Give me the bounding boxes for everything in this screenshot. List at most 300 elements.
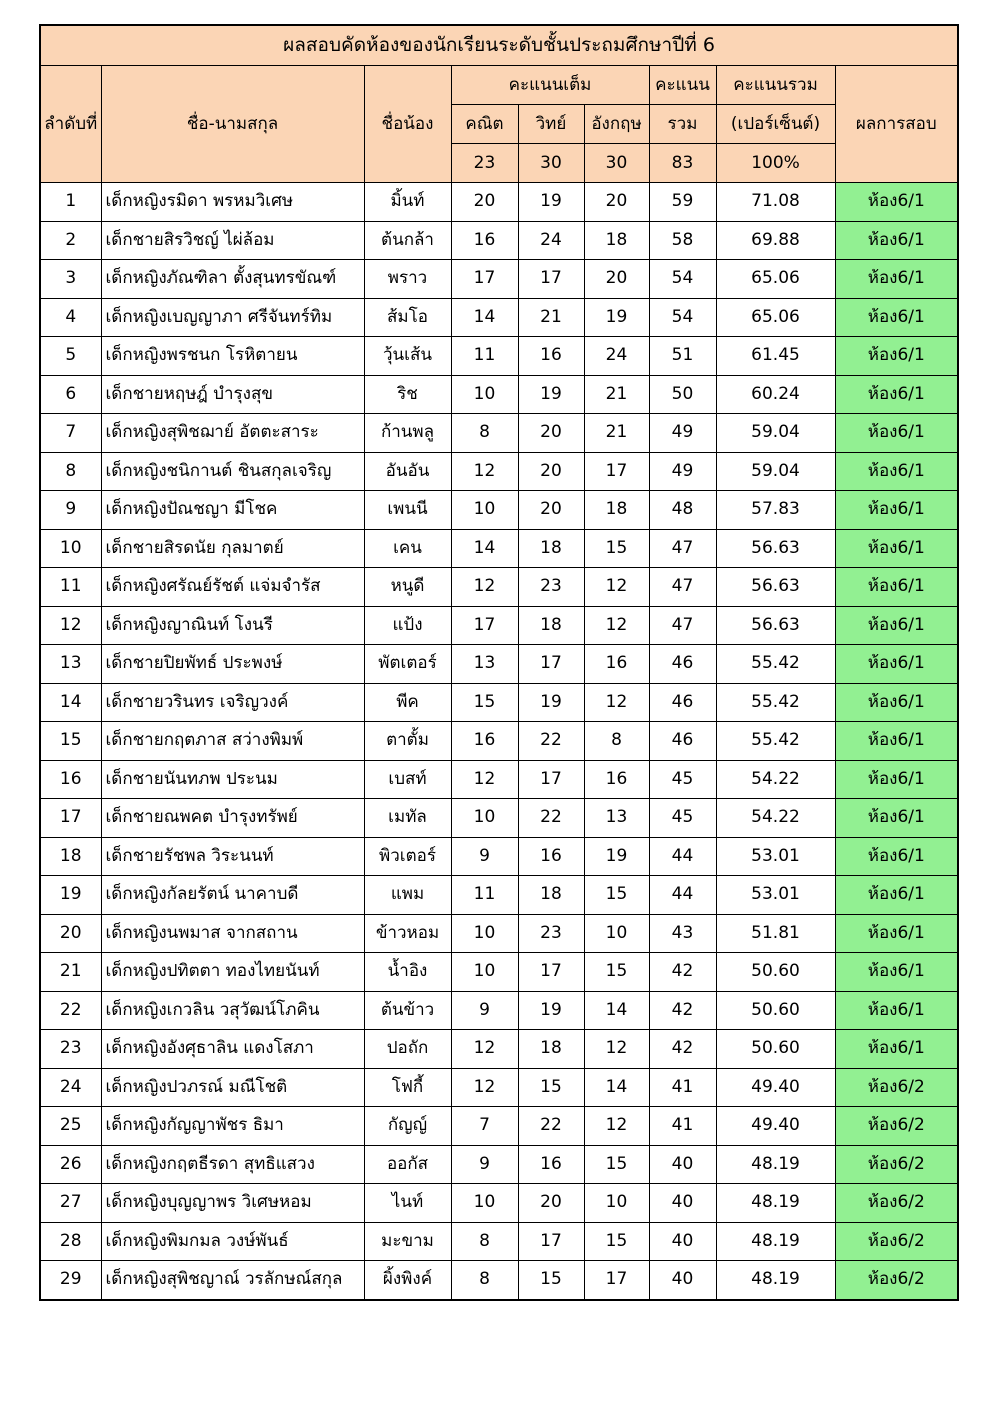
science-score: 19 (518, 183, 584, 222)
nickname: มะขาม (364, 1222, 451, 1261)
results-table (39, 24, 959, 1301)
student-name: เด็กชายสิรดนัย กุลมาตย์ (101, 529, 364, 568)
room-result: ห้อง6/1 (835, 914, 958, 953)
percent-score: 54.22 (716, 760, 835, 799)
room-result: ห้อง6/1 (835, 298, 958, 337)
science-score: 22 (518, 799, 584, 838)
student-name: เด็กหญิงสุพิชฌาย์ อัตตะสาระ (101, 414, 364, 453)
row-number: 1 (40, 183, 101, 222)
math-score: 10 (451, 1184, 518, 1223)
percent-score: 50.60 (716, 991, 835, 1030)
table-row (40, 1261, 958, 1300)
science-score: 17 (518, 645, 584, 684)
row-number: 4 (40, 298, 101, 337)
nickname: กัญญ์ (364, 1107, 451, 1146)
row-number: 27 (40, 1184, 101, 1223)
row-number: 8 (40, 452, 101, 491)
table-row (40, 799, 958, 838)
table-row (40, 606, 958, 645)
science-score: 15 (518, 1068, 584, 1107)
nickname: อันอัน (364, 452, 451, 491)
table-row (40, 645, 958, 684)
english-score: 15 (584, 1145, 649, 1184)
room-result: ห้อง6/1 (835, 991, 958, 1030)
student-name: เด็กชายสิรวิชญ์ ไผ่ล้อม (101, 221, 364, 260)
science-score: 16 (518, 1145, 584, 1184)
science-score: 16 (518, 337, 584, 376)
math-score: 10 (451, 914, 518, 953)
row-number: 2 (40, 221, 101, 260)
math-score: 16 (451, 722, 518, 761)
science-score: 17 (518, 760, 584, 799)
table-row (40, 991, 958, 1030)
english-score: 15 (584, 529, 649, 568)
nickname: ก้านพลู (364, 414, 451, 453)
total-score: 41 (649, 1107, 716, 1146)
table-row (40, 1222, 958, 1261)
row-number: 21 (40, 953, 101, 992)
percent-score: 50.60 (716, 1030, 835, 1069)
total-score: 49 (649, 452, 716, 491)
math-score: 10 (451, 375, 518, 414)
student-name: เด็กหญิงชนิกานต์ ชินสกุลเจริญ (101, 452, 364, 491)
room-result: ห้อง6/1 (835, 337, 958, 376)
total-score: 47 (649, 568, 716, 607)
english-score: 19 (584, 837, 649, 876)
math-score: 9 (451, 1145, 518, 1184)
room-result: ห้อง6/1 (835, 491, 958, 530)
student-name: เด็กชายปิยพัทธ์ ประพงษ์ (101, 645, 364, 684)
math-score: 14 (451, 298, 518, 337)
total-score: 47 (649, 529, 716, 568)
science-score: 20 (518, 1184, 584, 1223)
header-nickname: ชื่อน้อง (364, 66, 451, 183)
room-result: ห้อง6/1 (835, 260, 958, 299)
room-result: ห้อง6/1 (835, 183, 958, 222)
nickname: พัตเตอร์ (364, 645, 451, 684)
student-name: เด็กหญิงเบญญาภา ศรีจันทร์ทิม (101, 298, 364, 337)
room-result: ห้อง6/2 (835, 1107, 958, 1146)
student-name: เด็กหญิงกฤตธีรดา สุทธิแสวง (101, 1145, 364, 1184)
total-score: 46 (649, 683, 716, 722)
student-name: เด็กหญิงรมิดา พรหมวิเศษ (101, 183, 364, 222)
max-percent: 100% (716, 144, 835, 183)
row-number: 11 (40, 568, 101, 607)
english-score: 21 (584, 375, 649, 414)
science-score: 17 (518, 1222, 584, 1261)
percent-score: 61.45 (716, 337, 835, 376)
english-score: 21 (584, 414, 649, 453)
header-total-pct: คะแนนรวม (716, 66, 835, 105)
percent-score: 48.19 (716, 1145, 835, 1184)
row-number: 9 (40, 491, 101, 530)
header-no: ลำดับที่ (40, 66, 101, 183)
math-score: 8 (451, 1261, 518, 1300)
table-row (40, 953, 958, 992)
science-score: 22 (518, 1107, 584, 1146)
percent-score: 59.04 (716, 452, 835, 491)
student-name: เด็กหญิงกัญญาพัชร ธิมา (101, 1107, 364, 1146)
room-result: ห้อง6/1 (835, 452, 958, 491)
student-name: เด็กหญิงอังศุธาลิน แดงโสภา (101, 1030, 364, 1069)
math-score: 12 (451, 452, 518, 491)
student-name: เด็กหญิงปทิตตา ทองไทยนันท์ (101, 953, 364, 992)
table-row (40, 568, 958, 607)
percent-score: 51.81 (716, 914, 835, 953)
room-result: ห้อง6/1 (835, 221, 958, 260)
percent-score: 56.63 (716, 568, 835, 607)
table-row (40, 1145, 958, 1184)
math-score: 9 (451, 991, 518, 1030)
table-row (40, 183, 958, 222)
row-number: 23 (40, 1030, 101, 1069)
row-number: 7 (40, 414, 101, 453)
math-score: 7 (451, 1107, 518, 1146)
table-row (40, 221, 958, 260)
english-score: 14 (584, 1068, 649, 1107)
nickname: ริช (364, 375, 451, 414)
header-sum: รวม (649, 105, 716, 144)
nickname: พีค (364, 683, 451, 722)
nickname: โฟกี้ (364, 1068, 451, 1107)
total-score: 51 (649, 337, 716, 376)
total-score: 59 (649, 183, 716, 222)
total-score: 42 (649, 991, 716, 1030)
english-score: 15 (584, 1222, 649, 1261)
row-number: 17 (40, 799, 101, 838)
percent-score: 71.08 (716, 183, 835, 222)
student-name: เด็กชายณพคต บำรุงทรัพย์ (101, 799, 364, 838)
header-english: อังกฤษ (584, 105, 649, 144)
room-result: ห้อง6/1 (835, 375, 958, 414)
english-score: 15 (584, 876, 649, 915)
table-row (40, 298, 958, 337)
nickname: ส้มโอ (364, 298, 451, 337)
english-score: 13 (584, 799, 649, 838)
total-score: 50 (649, 375, 716, 414)
nickname: เบสท์ (364, 760, 451, 799)
math-score: 11 (451, 876, 518, 915)
percent-score: 50.60 (716, 953, 835, 992)
header-percent: (เปอร์เซ็นต์) (716, 105, 835, 144)
nickname: หนูดี (364, 568, 451, 607)
science-score: 19 (518, 683, 584, 722)
page-title: ผลสอบคัดห้องของนักเรียนระดับชั้นประถมศึกษาปีที่ 6 (40, 25, 958, 66)
percent-score: 48.19 (716, 1222, 835, 1261)
room-result: ห้อง6/2 (835, 1068, 958, 1107)
science-score: 23 (518, 914, 584, 953)
row-number: 14 (40, 683, 101, 722)
total-score: 43 (649, 914, 716, 953)
student-name: เด็กหญิงศรัณย์รัชต์ แจ่มจำรัส (101, 568, 364, 607)
room-result: ห้อง6/1 (835, 876, 958, 915)
room-result: ห้อง6/1 (835, 760, 958, 799)
row-number: 29 (40, 1261, 101, 1300)
nickname: เมทัล (364, 799, 451, 838)
english-score: 12 (584, 606, 649, 645)
percent-score: 48.19 (716, 1261, 835, 1300)
math-score: 15 (451, 683, 518, 722)
student-name: เด็กหญิงปัณชญา มีโชค (101, 491, 364, 530)
student-name: เด็กหญิงบุญญาพร วิเศษหอม (101, 1184, 364, 1223)
english-score: 12 (584, 683, 649, 722)
nickname: วุ้นเส้น (364, 337, 451, 376)
english-score: 12 (584, 1107, 649, 1146)
row-number: 15 (40, 722, 101, 761)
math-score: 12 (451, 568, 518, 607)
total-score: 40 (649, 1261, 716, 1300)
room-result: ห้อง6/1 (835, 645, 958, 684)
english-score: 10 (584, 1184, 649, 1223)
table-row (40, 837, 958, 876)
science-score: 20 (518, 414, 584, 453)
row-number: 18 (40, 837, 101, 876)
english-score: 15 (584, 953, 649, 992)
table-row (40, 1030, 958, 1069)
science-score: 17 (518, 953, 584, 992)
student-name: เด็กชายกฤตภาส สว่างพิมพ์ (101, 722, 364, 761)
room-result: ห้อง6/2 (835, 1261, 958, 1300)
percent-score: 56.63 (716, 529, 835, 568)
table-row (40, 760, 958, 799)
science-score: 24 (518, 221, 584, 260)
percent-score: 57.83 (716, 491, 835, 530)
table-row (40, 722, 958, 761)
header-science: วิทย์ (518, 105, 584, 144)
room-result: ห้อง6/1 (835, 799, 958, 838)
math-score: 12 (451, 760, 518, 799)
english-score: 24 (584, 337, 649, 376)
total-score: 40 (649, 1222, 716, 1261)
percent-score: 54.22 (716, 799, 835, 838)
percent-score: 55.42 (716, 645, 835, 684)
table-row (40, 414, 958, 453)
nickname: แพม (364, 876, 451, 915)
table-row (40, 491, 958, 530)
science-score: 18 (518, 606, 584, 645)
total-score: 44 (649, 876, 716, 915)
english-score: 14 (584, 991, 649, 1030)
room-result: ห้อง6/2 (835, 1184, 958, 1223)
math-score: 10 (451, 491, 518, 530)
math-score: 10 (451, 953, 518, 992)
english-score: 12 (584, 1030, 649, 1069)
student-name: เด็กหญิงพิมกมล วงษ์พันธ์ (101, 1222, 364, 1261)
row-number: 16 (40, 760, 101, 799)
total-score: 40 (649, 1184, 716, 1223)
room-result: ห้อง6/1 (835, 953, 958, 992)
row-number: 24 (40, 1068, 101, 1107)
math-score: 12 (451, 1030, 518, 1069)
math-score: 14 (451, 529, 518, 568)
science-score: 21 (518, 298, 584, 337)
total-score: 47 (649, 606, 716, 645)
total-score: 45 (649, 760, 716, 799)
science-score: 19 (518, 991, 584, 1030)
nickname: แป้ง (364, 606, 451, 645)
math-score: 10 (451, 799, 518, 838)
student-name: เด็กหญิงนพมาส จากสถาน (101, 914, 364, 953)
student-name: เด็กชายนันทภพ ประนม (101, 760, 364, 799)
math-score: 20 (451, 183, 518, 222)
percent-score: 55.42 (716, 683, 835, 722)
percent-score: 49.40 (716, 1107, 835, 1146)
total-score: 49 (649, 414, 716, 453)
room-result: ห้อง6/1 (835, 414, 958, 453)
nickname: พิวเตอร์ (364, 837, 451, 876)
nickname: เพนนี (364, 491, 451, 530)
total-score: 46 (649, 722, 716, 761)
header-name: ชื่อ-นามสกุล (101, 66, 364, 183)
nickname: ออกัส (364, 1145, 451, 1184)
english-score: 18 (584, 491, 649, 530)
table-row (40, 375, 958, 414)
total-score: 54 (649, 260, 716, 299)
table-row (40, 529, 958, 568)
table-row (40, 914, 958, 953)
nickname: ตาตั้ม (364, 722, 451, 761)
header-score: คะแนน (649, 66, 716, 105)
math-score: 8 (451, 1222, 518, 1261)
english-score: 16 (584, 645, 649, 684)
science-score: 17 (518, 260, 584, 299)
max-math: 23 (451, 144, 518, 183)
max-sum: 83 (649, 144, 716, 183)
student-name: เด็กหญิงภัณฑิลา ตั้งสุนทรขัณฑ์ (101, 260, 364, 299)
total-score: 58 (649, 221, 716, 260)
header-full-score: คะแนนเต็ม (451, 66, 649, 105)
nickname: ไนท์ (364, 1184, 451, 1223)
room-result: ห้อง6/1 (835, 529, 958, 568)
nickname: น้ำอิง (364, 953, 451, 992)
row-number: 20 (40, 914, 101, 953)
percent-score: 65.06 (716, 298, 835, 337)
math-score: 11 (451, 337, 518, 376)
math-score: 12 (451, 1068, 518, 1107)
row-number: 12 (40, 606, 101, 645)
row-number: 28 (40, 1222, 101, 1261)
percent-score: 55.42 (716, 722, 835, 761)
table-row (40, 876, 958, 915)
results-sheet (39, 24, 957, 1301)
room-result: ห้อง6/1 (835, 1030, 958, 1069)
science-score: 16 (518, 837, 584, 876)
percent-score: 53.01 (716, 876, 835, 915)
math-score: 16 (451, 221, 518, 260)
student-name: เด็กชายรัชพล วิระนนท์ (101, 837, 364, 876)
nickname: เคน (364, 529, 451, 568)
nickname: มิ้นท์ (364, 183, 451, 222)
student-name: เด็กหญิงกัลยรัตน์ นาคาบดี (101, 876, 364, 915)
english-score: 12 (584, 568, 649, 607)
student-name: เด็กหญิงเกวลิน วสุวัฒน์โภคิน (101, 991, 364, 1030)
english-score: 8 (584, 722, 649, 761)
table-row (40, 1068, 958, 1107)
row-number: 5 (40, 337, 101, 376)
table-row (40, 683, 958, 722)
percent-score: 69.88 (716, 221, 835, 260)
total-score: 42 (649, 1030, 716, 1069)
room-result: ห้อง6/1 (835, 606, 958, 645)
math-score: 13 (451, 645, 518, 684)
max-science: 30 (518, 144, 584, 183)
row-number: 19 (40, 876, 101, 915)
math-score: 17 (451, 606, 518, 645)
total-score: 54 (649, 298, 716, 337)
nickname: ต้นกล้า (364, 221, 451, 260)
percent-score: 48.19 (716, 1184, 835, 1223)
percent-score: 65.06 (716, 260, 835, 299)
english-score: 19 (584, 298, 649, 337)
max-english: 30 (584, 144, 649, 183)
row-number: 10 (40, 529, 101, 568)
math-score: 9 (451, 837, 518, 876)
results-body (40, 183, 958, 1300)
table-row (40, 260, 958, 299)
nickname: พราว (364, 260, 451, 299)
student-name: เด็กหญิงปวภรณ์ มณีโชติ (101, 1068, 364, 1107)
science-score: 20 (518, 491, 584, 530)
header-result: ผลการสอบ (835, 66, 958, 183)
science-score: 15 (518, 1261, 584, 1300)
student-name: เด็กหญิงพรชนก โรหิตายน (101, 337, 364, 376)
percent-score: 56.63 (716, 606, 835, 645)
nickname: ผิ้งพิงค์ (364, 1261, 451, 1300)
percent-score: 53.01 (716, 837, 835, 876)
student-name: เด็กชายหฤษฎ์ บำรุงสุข (101, 375, 364, 414)
math-score: 8 (451, 414, 518, 453)
room-result: ห้อง6/2 (835, 1222, 958, 1261)
nickname: ต้นข้าว (364, 991, 451, 1030)
nickname: ปอถัก (364, 1030, 451, 1069)
percent-score: 49.40 (716, 1068, 835, 1107)
science-score: 19 (518, 375, 584, 414)
room-result: ห้อง6/1 (835, 722, 958, 761)
english-score: 20 (584, 260, 649, 299)
total-score: 42 (649, 953, 716, 992)
percent-score: 59.04 (716, 414, 835, 453)
row-number: 13 (40, 645, 101, 684)
english-score: 17 (584, 1261, 649, 1300)
row-number: 6 (40, 375, 101, 414)
english-score: 20 (584, 183, 649, 222)
student-name: เด็กหญิงญาณินท์ โงนรี (101, 606, 364, 645)
science-score: 18 (518, 876, 584, 915)
total-score: 40 (649, 1145, 716, 1184)
math-score: 17 (451, 260, 518, 299)
table-row (40, 452, 958, 491)
row-number: 26 (40, 1145, 101, 1184)
row-number: 22 (40, 991, 101, 1030)
total-score: 45 (649, 799, 716, 838)
table-row (40, 337, 958, 376)
english-score: 16 (584, 760, 649, 799)
table-row (40, 1184, 958, 1223)
nickname: ข้าวหอม (364, 914, 451, 953)
student-name: เด็กหญิงสุพิชญาณ์ วรลักษณ์สกุล (101, 1261, 364, 1300)
total-score: 44 (649, 837, 716, 876)
science-score: 18 (518, 529, 584, 568)
room-result: ห้อง6/2 (835, 1145, 958, 1184)
science-score: 23 (518, 568, 584, 607)
room-result: ห้อง6/1 (835, 568, 958, 607)
science-score: 18 (518, 1030, 584, 1069)
row-number: 3 (40, 260, 101, 299)
table-row (40, 1107, 958, 1146)
row-number: 25 (40, 1107, 101, 1146)
percent-score: 60.24 (716, 375, 835, 414)
total-score: 41 (649, 1068, 716, 1107)
